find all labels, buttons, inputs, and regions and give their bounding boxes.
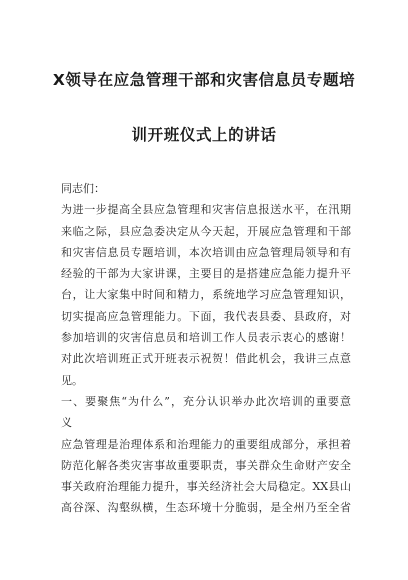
body-line: 和灾害信息员专题培训，本次培训由应急管理局领导和有 — [61, 245, 351, 259]
body-line: 来临之际，县应急委决定从今天起，开展应急管理和干部 — [61, 224, 351, 238]
body-line: 见。 — [61, 373, 83, 387]
document-title-line-1: X领导在应急管理干部和灾害信息员专题培 — [52, 71, 356, 89]
body-line: 经验的干部为大家讲课，主要目的是搭建应急能力提升平 — [61, 267, 351, 281]
body-line: 台，让大家集中时间和精力，系统地学习应急管理知识， — [61, 288, 351, 302]
body-line: 事关政府治理能力提升，事关经济社会大局稳定。XX县山 — [61, 480, 351, 494]
body-line: 切实提高应急管理能力。下面，我代表县委、县政府，对 — [61, 309, 351, 323]
body-line: 对此次培训班正式开班表示祝贺！借此机会，我讲三点意 — [61, 352, 351, 366]
body-line: 防范化解各类灾害事故重要职责，事关群众生命财产安全 — [61, 458, 351, 472]
body-line: 为进一步提高全县应急管理和灾害信息报送水平，在汛期 — [61, 203, 351, 217]
body-line: 参加培训的灾害信息员和培训工作人员表示衷心的感谢！ — [61, 331, 351, 345]
document-title-line-2: 训开班仪式上的讲话 — [131, 126, 277, 144]
section-heading-line: 一、要聚焦“为什么”，充分认识举办此次培训的重要意 — [61, 394, 351, 408]
section-heading-line: 义 — [61, 416, 72, 430]
salutation: 同志们： — [61, 182, 105, 195]
body-line: 高谷深、沟壑纵横，生态环境十分脆弱，是全州乃至全省 — [61, 501, 351, 515]
body-line: 应急管理是治理体系和治理能力的重要组成部分，承担着 — [61, 437, 351, 451]
document-body — [61, 178, 351, 519]
